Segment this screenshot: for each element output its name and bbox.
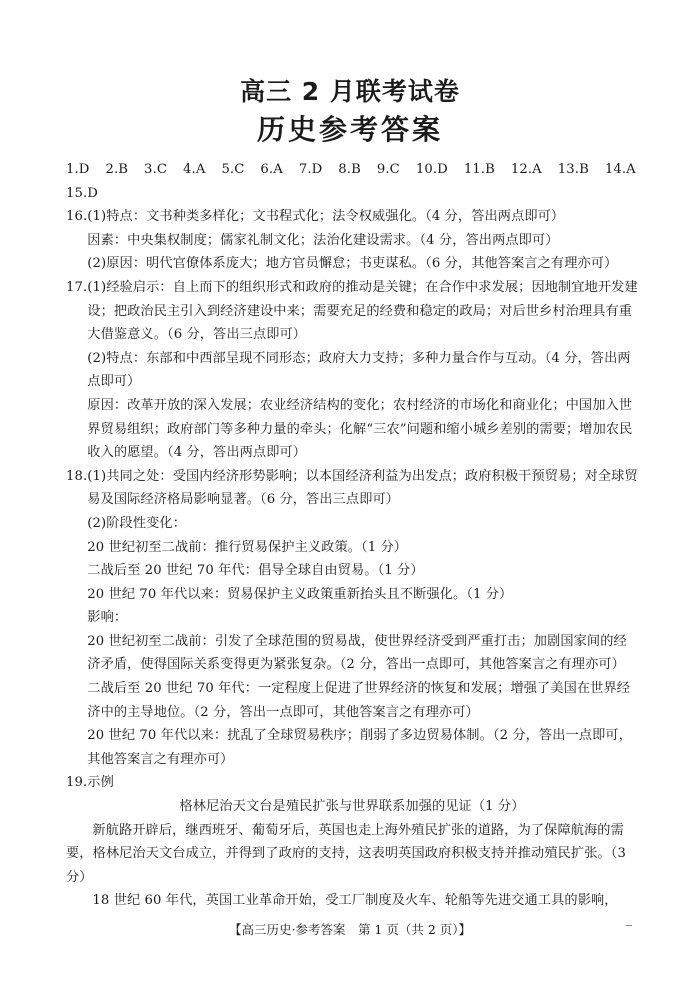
answer-line: 影响： (87, 610, 128, 626)
answer-line: 二战后至 20 世纪 70 年代：倡导全球自由贸易。（1 分） (87, 563, 424, 579)
answer-line: (2)原因：明代官僚体系庞大；地方官员懈怠；书吏谋私。（6 分，其他答案言之有理亦可） (87, 256, 618, 272)
essay-title: 格林尼治天文台是殖民扩张与世界联系加强的见证（1 分） (179, 799, 525, 815)
subject-title: 历史参考答案 (256, 113, 443, 146)
example-label: 示例 (87, 775, 114, 791)
answer-line: (2)阶段性变化： (87, 515, 186, 531)
page-footer: 【高三历史·参考答案 第 1 页（共 2 页）】 (228, 922, 472, 937)
question-number: 16. (66, 209, 88, 225)
answer-content (66, 158, 638, 913)
essay-paragraph: 18 世纪 60 年代，英国工业革命开始，受工厂制度及火车、轮船等先进交通工具的影响， (92, 893, 618, 909)
answer-line: (1)经验启示：自上而下的组织形式和政府的推动是关键；在合作中求发展；因地制宜地开发建设；把政治民主引入到经济建设中来；需要充足的经费和稳定的政局；对后世乡村治理具有重大借鉴意义。（6 分，答出三点即可） (87, 279, 638, 343)
answer-line: 20 世纪初至二战前：推行贸易保护主义政策。（1 分） (87, 539, 408, 555)
question-17 (66, 276, 638, 465)
choice-answer: 1.D (66, 162, 90, 177)
choice-answers (66, 158, 638, 205)
choice-answer: 6.A (260, 162, 283, 177)
choice-answer: 12.A (510, 162, 542, 177)
choice-answer: 4.A (183, 162, 206, 177)
answer-line: 二战后至 20 世纪 70 年代：一定程度上促进了世界经济的恢复和发展；增强了美国在世界经济中的主导地位。（2 分，答出一点即可，其他答案言之有理亦可） (87, 681, 631, 720)
answer-line: (1)特点：文书种类多样化；文书程式化；法令权威强化。（4 分，答出两点即可） (87, 209, 565, 225)
answer-line: 20 世纪 70 年代以来：扰乱了全球贸易秩序；削弱了多边贸易体制。（2 分，答出一点即可，其他答案言之有理亦可） (87, 728, 632, 767)
choice-answer: 14.A (604, 162, 636, 177)
essay-paragraph: 新航路开辟后，继西班牙、葡萄牙后，英国也走上海外殖民扩张的道路，为了保障航海的需要，格林尼治天文台成立，并得到了政府的支持，这表明英国政府积极支持并推动殖民扩张。（3 分） (66, 822, 626, 885)
choice-answer: 9.C (376, 162, 400, 177)
choice-answer: 11.B (463, 162, 495, 177)
answer-line: 因素：中央集权制度；儒家礼制文化；法治化建设需求。（4 分，答出两点即可） (87, 232, 559, 248)
choice-answer: 3.C (144, 162, 168, 177)
answer-line: (2)特点：东部和中西部呈现不同形态；政府大力支持；多种力量合作与互动。（4 分，答出两点即可） (87, 350, 631, 390)
question-19 (66, 771, 638, 795)
choice-answer: 8.B (338, 162, 361, 177)
corner-mark (626, 925, 632, 926)
choice-answer: 2.B (105, 162, 129, 177)
question-18 (66, 465, 638, 772)
choice-answer: 15.D (66, 185, 98, 201)
answer-line: 20 世纪初至二战前：引发了全球范围的贸易战，使世界经济受到严重打击；加剧国家间的经济矛盾，使得国际关系变得更为紧张复杂。（2 分，答出一点即可，其他答案言之有理亦可） (87, 633, 627, 673)
choice-answer: 13.B (557, 162, 589, 177)
choice-answer: 10.D (415, 162, 448, 177)
choice-answer: 7.D (298, 162, 323, 177)
question-number: 19. (66, 775, 88, 791)
answer-line: 原因：改革开放的深入发展；农业经济结构的变化；农村经济的市场化和商业化；中国加入世界贸易组织；政府部门等多种力量的牵头；化解“三农”问题和缩小城乡差别的需要；增加农民收入的愿望。（4 分，答出两点即可） (87, 397, 633, 461)
choice-answer: 5.C (221, 162, 245, 177)
exam-title: 高三 2 月联考试卷 (240, 77, 460, 106)
question-16 (66, 205, 638, 276)
answer-line: 20 世纪 70 年代以来：贸易保护主义政策重新抬头且不断强化。（1 分） (87, 586, 513, 602)
question-number: 17. (66, 279, 88, 295)
question-number: 18. (66, 468, 88, 484)
answer-line: (1)共同之处：受国内经济形势影响；以本国经济利益为出发点；政府积极干预贸易；对全球贸易及国际经济格局影响显著。（6 分，答出三点即可） (87, 468, 638, 508)
